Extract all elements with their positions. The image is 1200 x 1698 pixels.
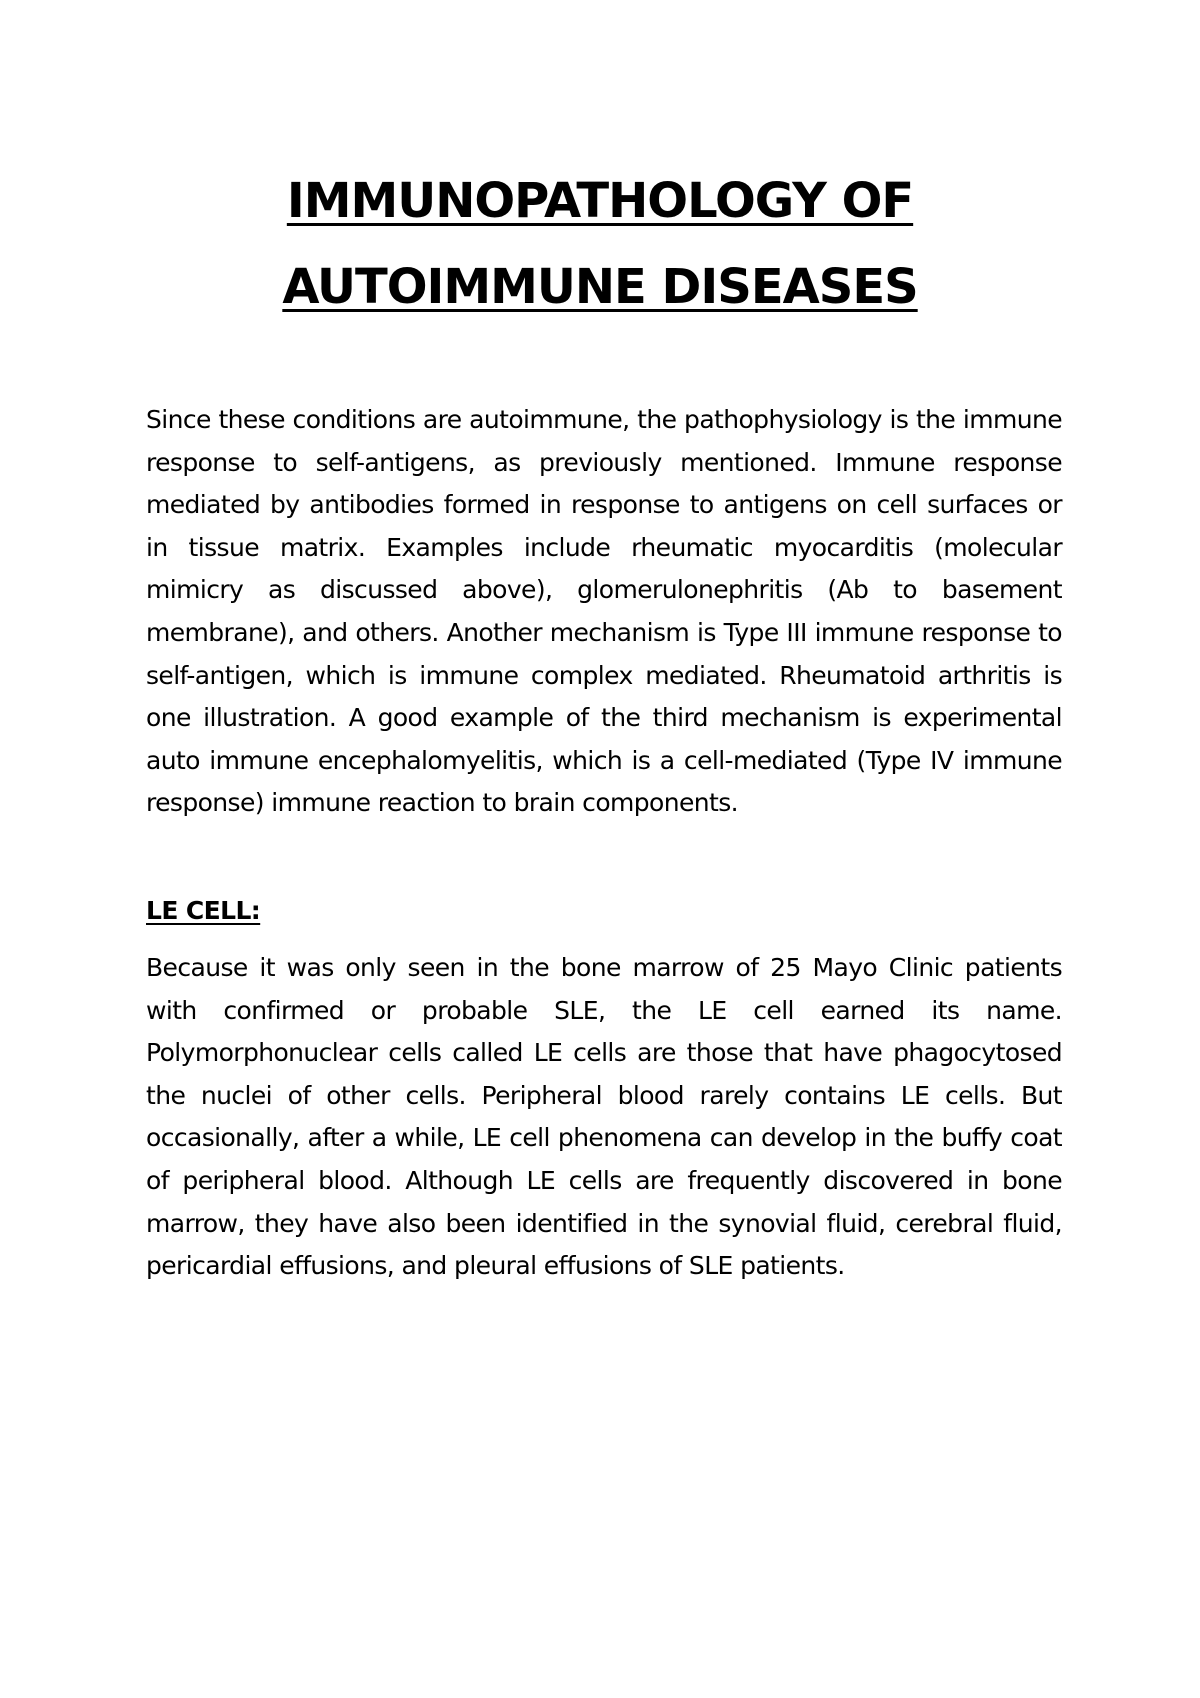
title-line-2: AUTOIMMUNE DISEASES bbox=[282, 259, 918, 315]
intro-paragraph: Since these conditions are autoimmune, the pathophysiology is the immune response to self-antigens, as previously mentioned. Immune response mediated by antibodies formed in response to antigens on cell surfaces or in tissue matrix. Examples include rheumatic myocarditis (molecular mimicry as discussed above), glomerulonephritis (Ab to basement membrane), and others. Another mechanism is Type III immune response to self-antigen, which is immune complex mediated. Rheumatoid arthritis is one illustration. A good example of the third mechanism is experimental auto immune encephalomyelitis, which is a cell-mediated (Type IV immune response) immune reaction to brain components. bbox=[146, 405, 1062, 818]
page-title bbox=[140, 158, 1060, 330]
title-line-1: IMMUNOPATHOLOGY OF bbox=[286, 173, 914, 229]
section-heading-le-cell: LE CELL: bbox=[146, 896, 261, 925]
le-cell-paragraph: Because it was only seen in the bone marrow of 25 Mayo Clinic patients with confirmed or probable SLE, the LE cell earned its name. Polymorphonuclear cells called LE cells are those that have phagocytosed the nuclei of other cells. Peripheral blood rarely contains LE cells. But occasionally, after a while, LE cell phenomena can develop in the buffy coat of peripheral blood. Although LE cells are frequently discovered in bone marrow, they have also been identified in the synovial fluid, cerebral fluid, pericardial effusions, and pleural effusions of SLE patients. bbox=[146, 953, 1062, 1281]
